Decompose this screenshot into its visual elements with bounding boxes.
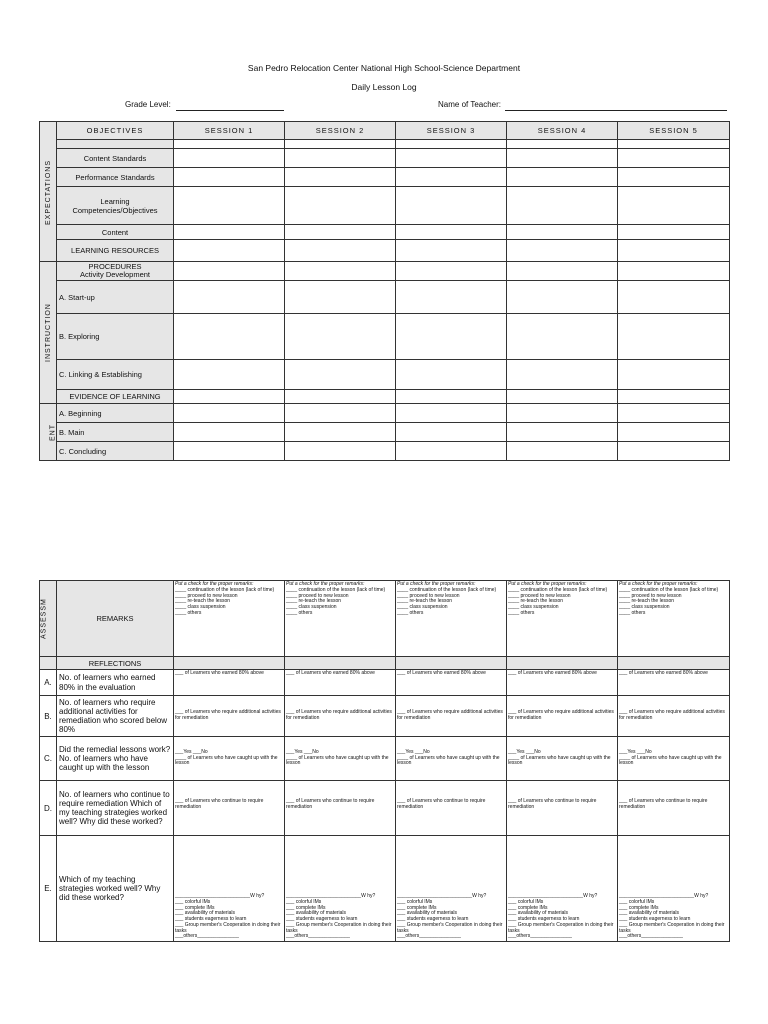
cell[interactable]: [618, 240, 730, 262]
teacher-field[interactable]: [505, 101, 727, 111]
cell[interactable]: [507, 187, 618, 225]
cell[interactable]: [174, 140, 285, 149]
cell[interactable]: [618, 168, 730, 187]
cell[interactable]: [396, 262, 507, 281]
cell[interactable]: [618, 404, 730, 423]
cell[interactable]: [618, 262, 730, 281]
cell[interactable]: [507, 423, 618, 442]
cell[interactable]: [396, 140, 507, 149]
reflection-a-cell[interactable]: ___ of Learners who earned 80% above: [507, 670, 618, 696]
reflection-c-cell[interactable]: ___Yes ___No ____ of Learners who have caught up with the lesson: [174, 737, 285, 781]
reflection-b-label: No. of learners who require additional activities for remediation who scored below 80%: [57, 696, 174, 737]
reflection-a-label: No. of learners who earned 80% in the evaluation: [57, 670, 174, 696]
cell[interactable]: [507, 140, 618, 149]
cell[interactable]: [285, 442, 396, 461]
cell[interactable]: [507, 262, 618, 281]
cell[interactable]: [285, 360, 396, 390]
cell[interactable]: [507, 240, 618, 262]
reflection-a-cell[interactable]: ___ of Learners who earned 80% above: [618, 670, 730, 696]
cell[interactable]: [618, 442, 730, 461]
reflection-c-label: Did the remedial lessons work? No. of learners who have caught up with the lesson: [57, 737, 174, 781]
cell[interactable]: [285, 225, 396, 240]
cell[interactable]: [174, 404, 285, 423]
cell[interactable]: [618, 281, 730, 314]
row-letter: A.: [40, 670, 57, 696]
cell[interactable]: [174, 225, 285, 240]
row-letter: D.: [40, 781, 57, 836]
row-letter: B.: [40, 696, 57, 737]
cell[interactable]: [507, 390, 618, 404]
reflection-a-cell[interactable]: ___ of Learners who earned 80% above: [285, 670, 396, 696]
expectations-side-label: EXPECTATIONS: [40, 122, 57, 262]
cell[interactable]: [285, 281, 396, 314]
cell[interactable]: [507, 225, 618, 240]
reflection-d-cell[interactable]: ___ of Learners who continue to require remediation: [618, 781, 730, 836]
cell[interactable]: [507, 442, 618, 461]
row-letter: C.: [40, 737, 57, 781]
cell[interactable]: [285, 423, 396, 442]
performance-standards-label: Performance Standards: [57, 168, 174, 187]
reflection-e-cell[interactable]: ___________________________W hy? ___ colorful IMs ___ complete IMs ___ availability of materials ___ students eagerness to learn ___ Group member's Cooperation in doing their tasks ___others_______________: [396, 836, 507, 942]
cell[interactable]: [396, 187, 507, 225]
cell[interactable]: [174, 314, 285, 360]
procedures-label: PROCEDURES Activity Development: [57, 262, 174, 281]
cell[interactable]: [396, 423, 507, 442]
cell[interactable]: [396, 314, 507, 360]
session-5-header: SESSION 5: [618, 122, 730, 140]
teacher-label: Name of Teacher:: [438, 100, 501, 109]
remarks-cell[interactable]: Put a check for the proper remarks: ____ continuation of the lesson (lack of time) ____ proceed to new lesson ____ re-teach the lesson ____ class suspension ____ others: [396, 581, 507, 657]
content-standards-label: Content Standards: [57, 149, 174, 168]
beginning-label: A. Beginning: [57, 404, 174, 423]
reflection-a-cell[interactable]: ___ of Learners who earned 80% above: [174, 670, 285, 696]
grade-level-label: Grade Level:: [125, 100, 171, 109]
cell[interactable]: [618, 225, 730, 240]
reflection-c-cell[interactable]: ___Yes ___No ____ of Learners who have caught up with the lesson: [507, 737, 618, 781]
cell[interactable]: [174, 442, 285, 461]
reflection-e-label: Which of my teaching strategies worked well? Why did these worked?: [57, 836, 174, 942]
remarks-cell[interactable]: Put a check for the proper remarks: ____ continuation of the lesson (lack of time) ____ proceed to new lesson ____ re-teach the lesson ____ class suspension ____ others: [174, 581, 285, 657]
reflection-d-cell[interactable]: ___ of Learners who continue to require remediation: [396, 781, 507, 836]
reflection-e-cell[interactable]: ___________________________W hy? ___ colorful IMs ___ complete IMs ___ availability of materials ___ students eagerness to learn ___ Group member's Cooperation in doing their tasks ___others_______________: [507, 836, 618, 942]
reflections-label: REFLECTIONS: [57, 657, 174, 670]
reflection-e-cell[interactable]: ___________________________W hy? ___ colorful IMs ___ complete IMs ___ availability of materials ___ students eagerness to learn ___ Group member's Cooperation in doing their tasks ___others_______________: [174, 836, 285, 942]
cell[interactable]: [396, 240, 507, 262]
cell[interactable]: [507, 281, 618, 314]
reflection-e-cell[interactable]: ___________________________W hy? ___ colorful IMs ___ complete IMs ___ availability of materials ___ students eagerness to learn ___ Group member's Cooperation in doing their tasks ___others_______________: [285, 836, 396, 942]
cell[interactable]: [285, 168, 396, 187]
cell[interactable]: [507, 168, 618, 187]
cell[interactable]: [396, 225, 507, 240]
cell[interactable]: [507, 314, 618, 360]
reflection-c-cell[interactable]: ___Yes ___No ____ of Learners who have caught up with the lesson: [396, 737, 507, 781]
cell[interactable]: [507, 404, 618, 423]
row-letter: E.: [40, 836, 57, 942]
cell[interactable]: [396, 281, 507, 314]
cell[interactable]: [174, 262, 285, 281]
learning-competencies-label: Learning Competencies/Objectives: [57, 187, 174, 225]
remarks-cell[interactable]: Put a check for the proper remarks: ____ continuation of the lesson (lack of time) ____ proceed to new lesson ____ re-teach the lesson ____ class suspension ____ others: [618, 581, 730, 657]
cell[interactable]: [285, 187, 396, 225]
reflection-b-cell[interactable]: ___ of Learners who require additional activities for remediation: [174, 696, 285, 737]
learning-resources-label: LEARNING RESOURCES: [57, 240, 174, 262]
reflection-d-cell[interactable]: ___ of Learners who continue to require remediation: [507, 781, 618, 836]
cell[interactable]: [618, 187, 730, 225]
exploring-label: B. Exploring: [57, 314, 174, 360]
remarks-cell[interactable]: Put a check for the proper remarks: ____ continuation of the lesson (lack of time) ____ proceed to new lesson ____ re-teach the lesson ____ class suspension ____ others: [507, 581, 618, 657]
reflection-b-cell[interactable]: ___ of Learners who require additional activities for remediation: [285, 696, 396, 737]
cell[interactable]: [285, 404, 396, 423]
cell[interactable]: [174, 149, 285, 168]
reflection-b-cell[interactable]: ___ of Learners who require additional activities for remediation: [507, 696, 618, 737]
cell[interactable]: [618, 390, 730, 404]
cell[interactable]: [285, 140, 396, 149]
content-label: Content: [57, 225, 174, 240]
reflection-b-cell[interactable]: ___ of Learners who require additional activities for remediation: [618, 696, 730, 737]
cell[interactable]: [618, 149, 730, 168]
cell[interactable]: [396, 404, 507, 423]
remarks-cell[interactable]: Put a check for the proper remarks: ____ continuation of the lesson (lack of time) ____ proceed to new lesson ____ re-teach the lesson ____ class suspension ____ others: [285, 581, 396, 657]
cell[interactable]: [174, 281, 285, 314]
reflection-b-cell[interactable]: ___ of Learners who require additional activities for remediation: [396, 696, 507, 737]
reflection-a-cell[interactable]: ___ of Learners who earned 80% above: [396, 670, 507, 696]
reflection-table: [39, 580, 730, 942]
instruction-side-label: INSTRUCTION: [40, 262, 57, 404]
objectives-header: OBJECTIVES: [57, 122, 174, 140]
session-3-header: SESSION 3: [396, 122, 507, 140]
cell[interactable]: [285, 262, 396, 281]
session-4-header: SESSION 4: [507, 122, 618, 140]
reflection-c-cell[interactable]: ___Yes ___No ____ of Learners who have caught up with the lesson: [618, 737, 730, 781]
cell[interactable]: [285, 240, 396, 262]
cell[interactable]: [396, 149, 507, 168]
cell[interactable]: [618, 360, 730, 390]
document-title: Daily Lesson Log: [351, 82, 417, 92]
main-label: B. Main: [57, 423, 174, 442]
remarks-label: REMARKS: [57, 581, 174, 657]
session-1-header: SESSION 1: [174, 122, 285, 140]
session-2-header: SESSION 2: [285, 122, 396, 140]
cell[interactable]: [285, 390, 396, 404]
startup-label: A. Start-up: [57, 281, 174, 314]
cell[interactable]: [174, 360, 285, 390]
concluding-label: C. Concluding: [57, 442, 174, 461]
grade-level-field[interactable]: [176, 101, 284, 111]
cell[interactable]: [618, 314, 730, 360]
cell[interactable]: [507, 149, 618, 168]
evidence-label: EVIDENCE OF LEARNING: [57, 390, 174, 404]
cell[interactable]: [618, 140, 730, 149]
reflection-c-cell[interactable]: ___Yes ___No ____ of Learners who have caught up with the lesson: [285, 737, 396, 781]
linking-label: C. Linking & Establishing: [57, 360, 174, 390]
cell[interactable]: [174, 390, 285, 404]
reflection-e-cell[interactable]: ___________________________W hy? ___ colorful IMs ___ complete IMs ___ availability of materials ___ students eagerness to learn ___ Group member's Cooperation in doing their tasks ___others_______________: [618, 836, 730, 942]
reflection-d-cell[interactable]: ___ of Learners who continue to require remediation: [285, 781, 396, 836]
cell[interactable]: [396, 360, 507, 390]
reflection-d-label: No. of learners who continue to require remediation Which of my teaching strategies worked well? Why did these worked?: [57, 781, 174, 836]
cell[interactable]: [618, 423, 730, 442]
cell[interactable]: [285, 314, 396, 360]
cell[interactable]: [174, 168, 285, 187]
cell[interactable]: [396, 390, 507, 404]
assessment-side-label: ASSESSM: [40, 581, 57, 657]
school-title: San Pedro Relocation Center National High School-Science Department: [247, 63, 521, 73]
cell[interactable]: [174, 240, 285, 262]
lesson-log-table: [39, 121, 730, 461]
cell[interactable]: [396, 442, 507, 461]
reflection-d-cell[interactable]: ___ of Learners who continue to require remediation: [174, 781, 285, 836]
cell[interactable]: [174, 423, 285, 442]
cell[interactable]: [285, 149, 396, 168]
cell[interactable]: [507, 360, 618, 390]
cell[interactable]: [396, 168, 507, 187]
assessment-side-fragment: ENT: [40, 404, 57, 461]
cell[interactable]: [174, 187, 285, 225]
